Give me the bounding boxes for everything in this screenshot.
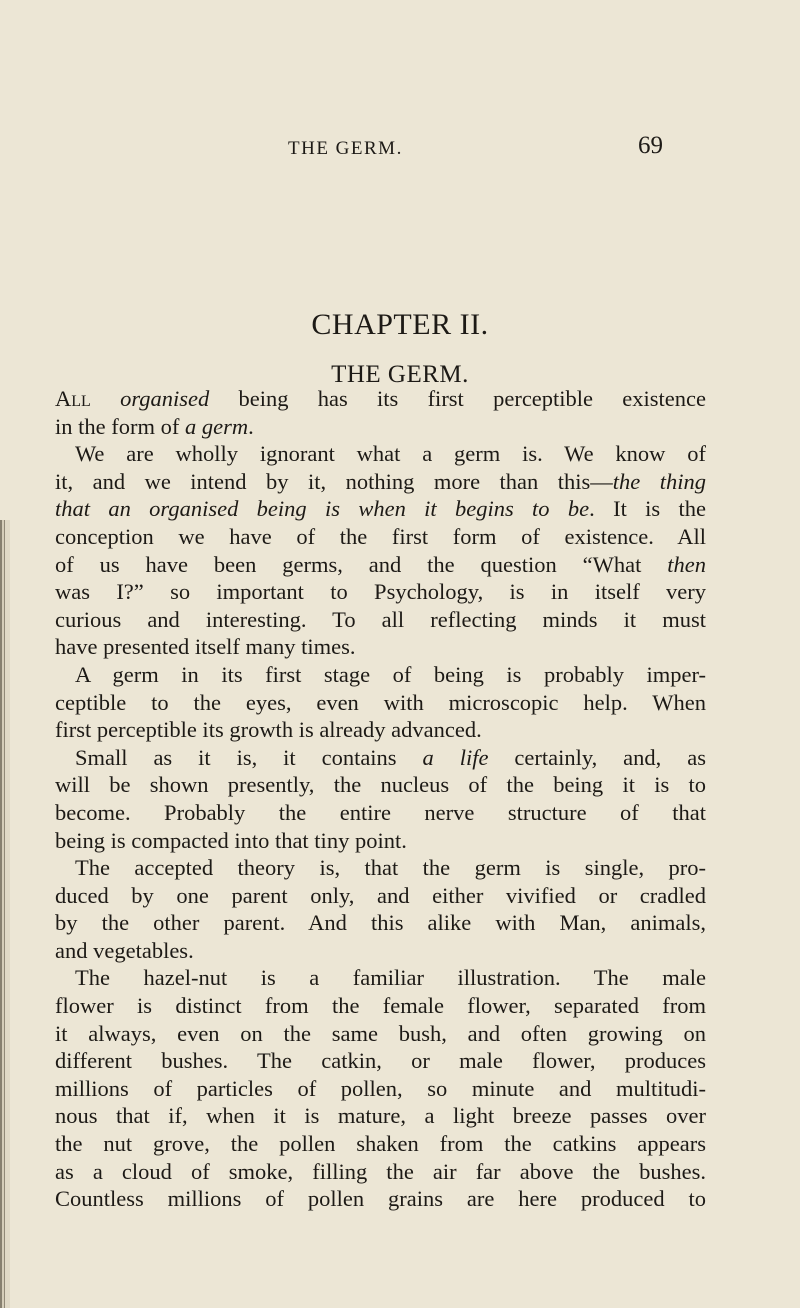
page-gutter-shadow (0, 520, 10, 1308)
text-line: and vegetables. (55, 937, 194, 963)
section-title: THE GERM. (331, 361, 469, 388)
text-line: The accepted theory is, that the germ is single, pro- (75, 855, 706, 881)
page-number: 69 (638, 132, 663, 159)
text-line: first perceptible its growth is already advanced. (55, 717, 482, 743)
text-line: being is compacted into that tiny point. (55, 827, 407, 853)
text-line: will be shown presently, the nucleus of the being it is to (55, 772, 706, 798)
text-line: millions of particles of pollen, so minute and multitudi- (55, 1075, 706, 1101)
text-line: flower is distinct from the female flower, separated from (55, 993, 706, 1019)
text-line: Countless millions of pollen grains are here produced to (55, 1186, 706, 1212)
text-line: different bushes. The catkin, or male flower, produces (55, 1048, 706, 1074)
text-line: it always, even on the same bush, and often growing on (55, 1020, 706, 1046)
text-line: was I?” so important to Psychology, is in itself very (55, 579, 706, 605)
text-line: The hazel-nut is a familiar illustration. The male (75, 965, 706, 991)
text-line: We are wholly ignorant what a germ is. We know of (75, 441, 706, 467)
text-line: that an organised being is when it begins to be. It is the (55, 496, 707, 522)
text-line: as a cloud of smoke, filling the air far above the bushes. (55, 1158, 706, 1184)
text-line: it, and we intend by it, nothing more than this—the thing (55, 468, 706, 494)
body-text (55, 385, 706, 1213)
text-line: of us have been germs, and the question “What then (55, 551, 706, 577)
text-line: the nut grove, the pollen shaken from the catkins appears (55, 1131, 706, 1157)
running-head (0, 132, 800, 168)
text-line: have presented itself many times. (55, 634, 356, 660)
text-line: conception we have of the first form of existence. All (55, 523, 706, 549)
text-line: curious and interesting. To all reflecting minds it must (55, 606, 706, 632)
text-line: become. Probably the entire nerve structure of that (55, 799, 706, 825)
text-line: nous that if, when it is mature, a light breeze passes over (55, 1103, 706, 1129)
text-line: All organised being has its first perceptible existence (55, 386, 707, 411)
chapter-title: CHAPTER II. (311, 308, 489, 341)
text-line: ceptible to the eyes, even with microscopic help. When (55, 689, 706, 715)
text-line: A germ in its first stage of being is probably imper- (75, 661, 706, 687)
running-title: THE GERM. (288, 138, 403, 159)
text-line: Small as it is, it contains a life certainly, and, as (75, 744, 706, 770)
text-line: in the form of a germ. (55, 413, 254, 439)
text-line: duced by one parent only, and either vivified or cradled (55, 882, 706, 908)
text-line: by the other parent. And this alike with Man, animals, (55, 910, 706, 936)
